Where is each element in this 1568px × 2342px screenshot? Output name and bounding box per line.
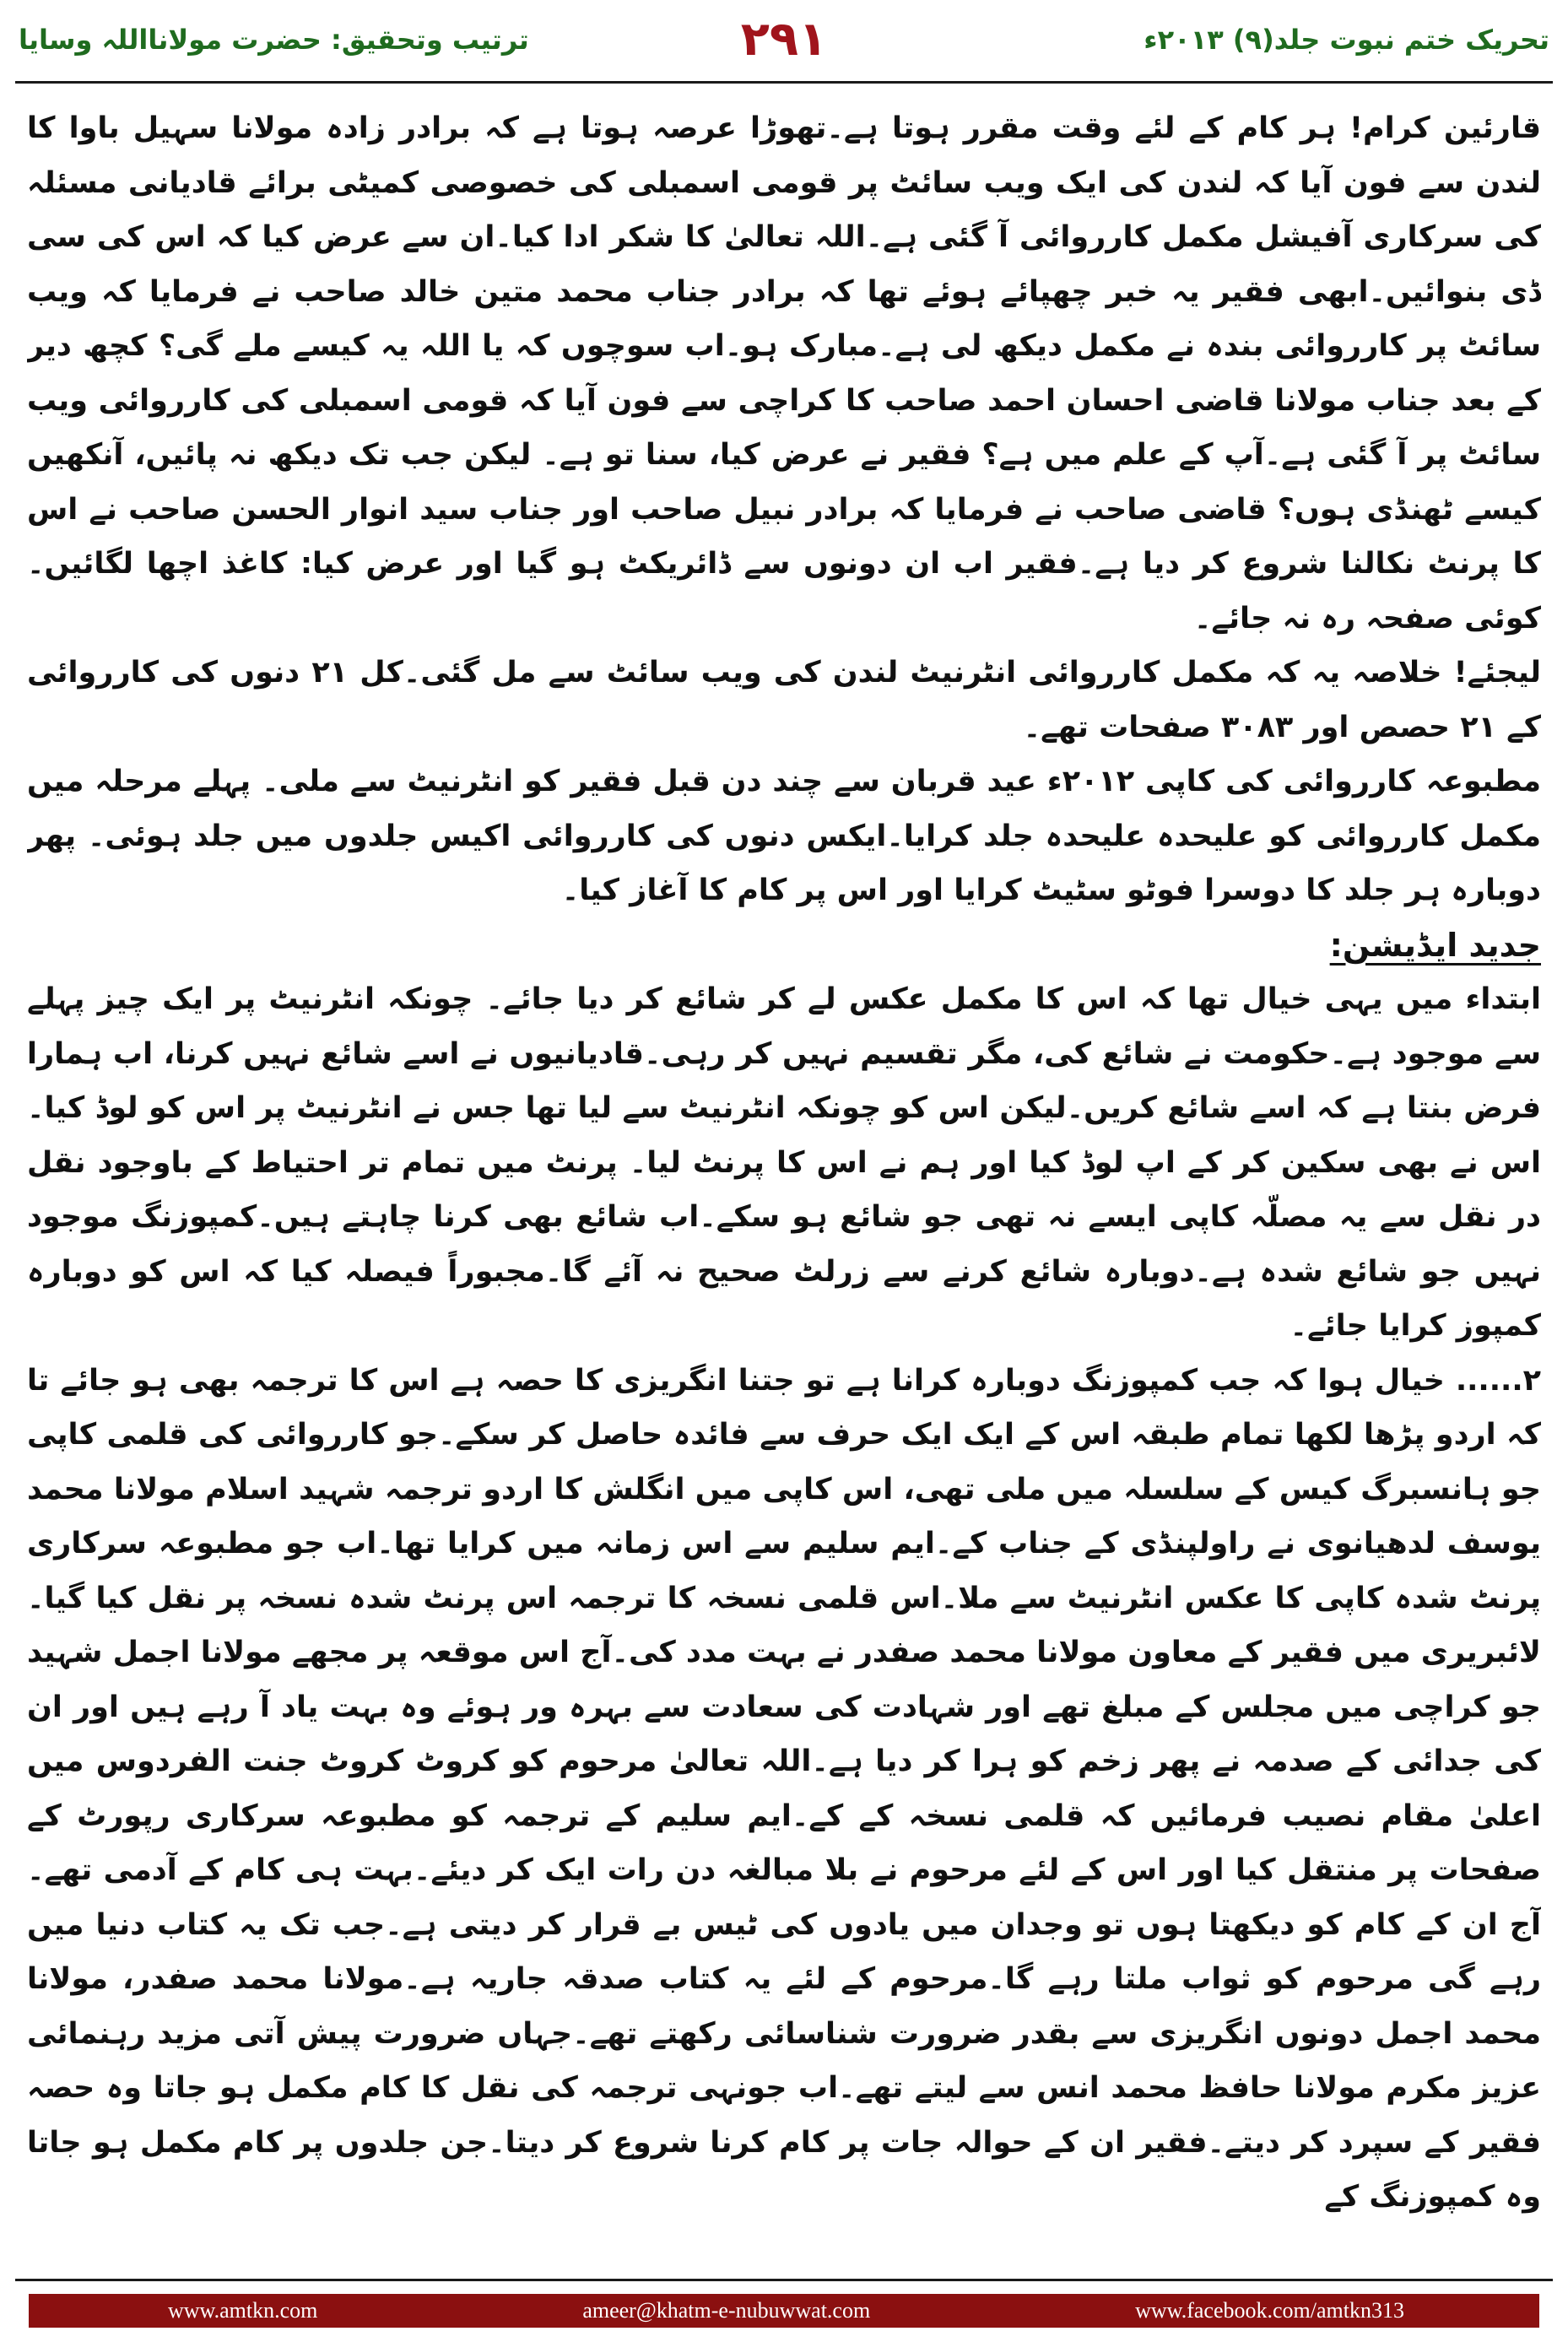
- page-header: [0, 0, 1568, 84]
- paragraph-summary: لیجئے! خلاصہ یہ کہ مکمل کارروائی انٹرنیٹ لندن کی ویب سائٹ سے مل گئی۔کل ۲۱ دنوں کی کارروائی کے ۲۱ حصص اور ۳۰۸۳ صفحات تھے۔: [27, 656, 1541, 744]
- email-link[interactable]: ameer@khatm-e-nubuwwat.com: [582, 2298, 871, 2323]
- header-divider: [15, 81, 1553, 84]
- page-number: ۲۹۱: [740, 12, 828, 67]
- website-link[interactable]: www.amtkn.com: [168, 2298, 318, 2323]
- page-body: [27, 101, 1541, 2258]
- paragraph-translation: ۲...... خیال ہوا کہ جب کمپوزنگ دوبارہ کرانا ہے تو جتنا انگریزی کا حصہ ہے اس کا ترجمہ بھی ہو جائے تا کہ اردو پڑھا لکھا تمام طبقہ اس کے ایک ایک حرف سے فائدہ حاصل کر سکے۔جو کارروائی کی قلمی کاپی جو ہانسبرگ کیس کے سلسلہ میں ملی تھی، اس کاپی میں انگلش کا اردو ترجمہ شہید اسلام مولانا محمد یوسف لدھیانوی نے راولپنڈی کے جناب کے۔ایم سلیم سے اس زمانہ میں کرایا تھا۔اب جو مطبوعہ سرکاری پرنٹ شدہ کاپی کا عکس انٹرنیٹ سے ملا۔اس قلمی نسخہ کا ترجمہ اس پرنٹ شدہ نسخہ پر نقل کیا گیا۔لائبریری میں فقیر کے معاون مولانا محمد صفدر نے بہت مدد کی۔آج اس موقعہ پر مجھے مولانا اجمل شہید جو کراچی میں مجلس کے مبلغ تھے اور شہادت کی سعادت سے بہرہ ور ہوئے وہ بہت یاد آ رہے ہیں اور ان کی جدائی کے صدمہ نے پھر زخم کو ہرا کر دیا ہے۔اللہ تعالیٰ مرحوم کو کروٹ کروٹ جنت الفردوس میں اعلیٰ مقام نصیب فرمائیں کہ قلمی نسخہ کے کے۔ایم سلیم کے ترجمہ کو مطبوعہ سرکاری رپورٹ کے صفحات پر منتقل کیا اور اس کے لئے مرحوم نے بلا مبالغہ دن رات ایک کر دیئے۔بہت ہی کام کے آدمی تھے۔آج ان کے کام کو دیکھتا ہوں تو وجدان میں یادوں کی ٹیس بے قرار کر دیتی ہے۔جب تک یہ کتاب دنیا میں رہے گی مرحوم کو ثواب ملتا رہے گا۔مرحوم کے لئے یہ کتاب صدقہ جاریہ ہے۔مولانا محمد صفدر، مولانا محمد اجمل دونوں انگریزی سے بقدر ضرورت شناسائی رکھتے تھے۔جہاں ضرورت پیش آتی مزید رہنمائی عزیز مکرم مولانا حافظ محمد انس سے لیتے تھے۔اب جونہی ترجمہ کی نقل کا کام مکمل ہو جاتا وہ حصہ فقیر کے سپرد کر دیتے۔فقیر ان کے حوالہ جات پر کام کرنا شروع کر دیتا۔جن جلدوں پر کام مکمل ہو جاتا وہ کمپوزنگ کے: [27, 1363, 1541, 2214]
- compiler-credit: ترتیب وتحقیق: حضرت مولانااللہ وسایا: [19, 24, 529, 56]
- paragraph-printed-copy: مطبوعہ کارروائی کی کاپی ۲۰۱۲ء عید قربان سے چند دن قبل فقیر کو انٹرنیٹ سے ملی۔ پہلے مرحلہ میں مکمل کارروائی کو علیحدہ علیحدہ جلد کرایا۔ایکس دنوں کی کارروائی اکیس جلدوں میں جلد ہوئی۔ پھر دوبارہ ہر جلد کا دوسرا فوٹو سٹیٹ کرایا اور اس پر کام کا آغاز کیا۔: [27, 765, 1541, 907]
- book-title: تحریک ختم نبوت جلد(۹) ۲۰۱۳ء: [1144, 24, 1549, 56]
- section-heading: جدید ایڈیشن:: [1329, 926, 1541, 964]
- facebook-link[interactable]: www.facebook.com/amtkn313: [1135, 2298, 1404, 2323]
- paragraph-beginning: ابتداء میں یہی خیال تھا کہ اس کا مکمل عکس لے کر شائع کر دیا جائے۔ چونکہ انٹرنیٹ پر ایک چیز پہلے سے موجود ہے۔حکومت نے شائع کی، مگر تقسیم نہیں کر رہی۔قادیانیوں نے اسے شائع نہیں کرنا، اب ہمارا فرض بنتا ہے کہ اسے شائع کریں۔لیکن اس کو چونکہ انٹرنیٹ سے لیا تھا جس نے انٹرنیٹ پر اس کو لوڈ کیا۔اس نے بھی سکین کر کے اپ لوڈ کیا اور ہم نے اس کا پرنٹ لیا۔ پرنٹ میں تمام تر احتیاط کے باوجود نقل در نقل سے یہ مصلّہ کاپی ایسے نہ تھی جو شائع ہو سکے۔اب شائع بھی کرنا چاہتے ہیں۔کمپوزنگ موجود نہیں جو شائع شدہ ہے۔دوبارہ شائع کرنے سے زرلٹ صحیح نہ آئے گا۔مجبوراً فیصلہ کیا کہ اس کو دوبارہ کمپوز کرایا جائے۔: [27, 982, 1541, 1343]
- footer-divider: [15, 2279, 1553, 2281]
- footer-bar: [29, 2294, 1539, 2328]
- paragraph-intro: قارئین کرام! ہر کام کے لئے وقت مقرر ہوتا ہے۔تھوڑا عرصہ ہوتا ہے کہ برادر زادہ مولانا سہیل باوا کا لندن سے فون آیا کہ لندن کی ایک ویب سائٹ پر قومی اسمبلی کی خصوصی کمیٹی برائے قادیانی مسئلہ کی سرکاری آفیشل مکمل کارروائی آ گئی ہے۔اللہ تعالیٰ کا شکر ادا کیا۔ان سے عرض کیا کہ اس کی سی ڈی بنوائیں۔ابھی فقیر یہ خبر چھپائے ہوئے تھا کہ برادر جناب محمد متین خالد صاحب نے فرمایا کہ ویب سائٹ پر کارروائی بندہ نے مکمل دیکھ لی ہے۔مبارک ہو۔اب سوچوں کہ یا اللہ یہ کیسے ملے گی؟ کچھ دیر کے بعد جناب مولانا قاضی احسان احمد صاحب کا کراچی سے فون آیا کہ قومی اسمبلی کی کارروائی ویب سائٹ پر آ گئی ہے۔آپ کے علم میں ہے؟ فقیر نے عرض کیا، سنا تو ہے۔ لیکن جب تک دیکھ نہ پائیں، آنکھیں کیسے ٹھنڈی ہوں؟ قاضی صاحب نے فرمایا کہ برادر نبیل صاحب اور جناب سید انوار الحسن صاحب نے اس کا پرنٹ نکالنا شروع کر دیا ہے۔فقیر اب ان دونوں سے ڈائریکٹ ہو گیا اور عرض کیا: کاغذ اچھا لگائیں۔کوئی صفحہ رہ نہ جائے۔: [27, 111, 1541, 636]
- page-footer: [0, 2279, 1568, 2342]
